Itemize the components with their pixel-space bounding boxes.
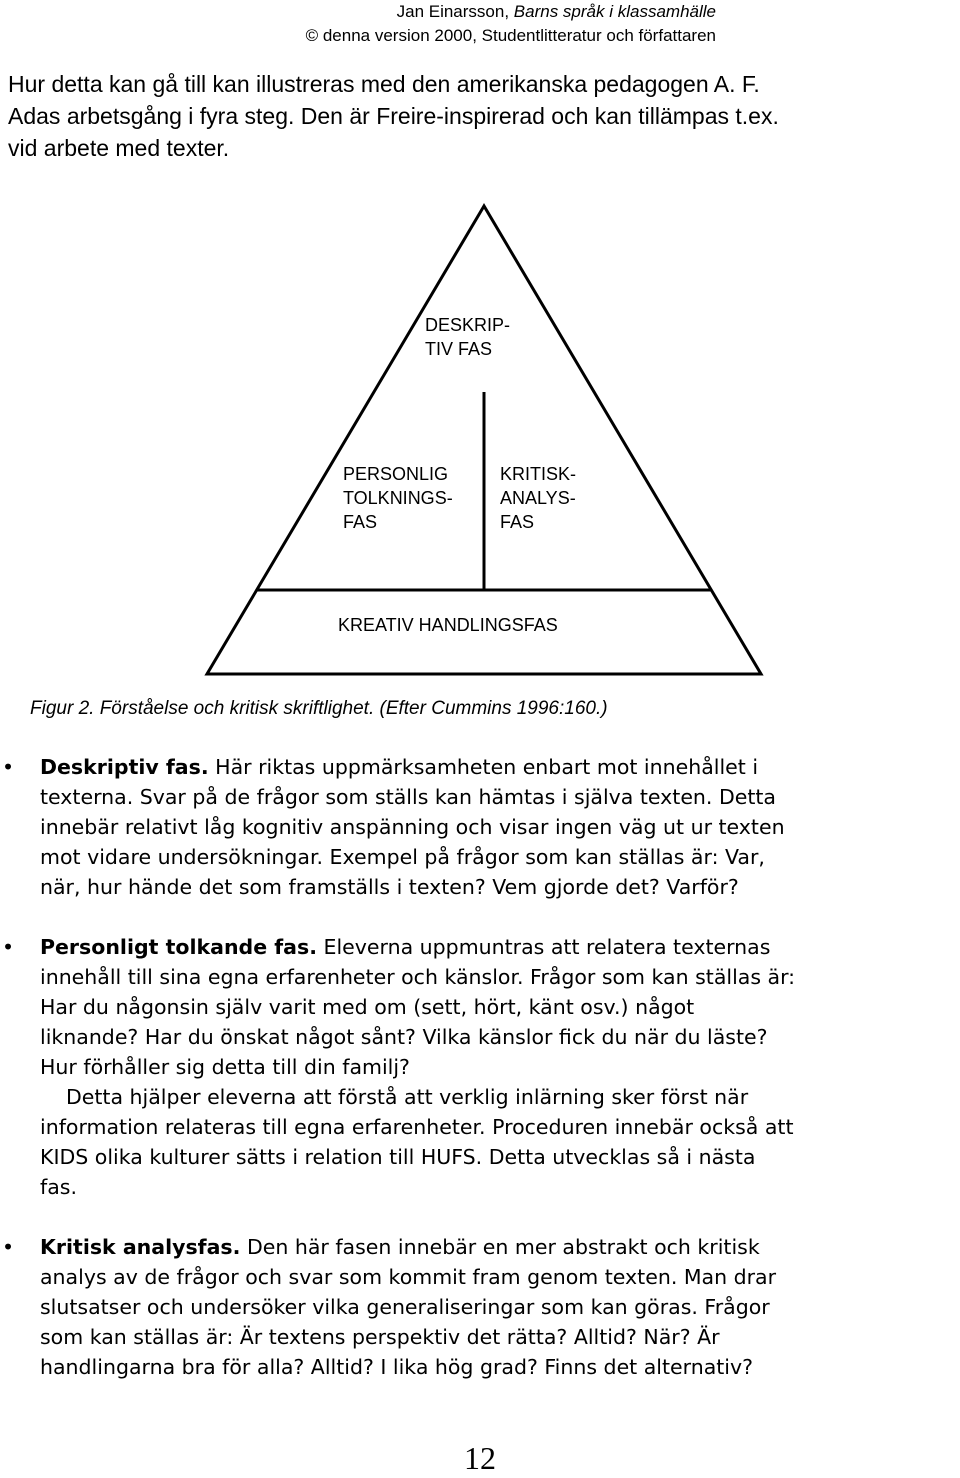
item-line-1 [40, 752, 940, 782]
item-line: texterna. Svar på de frågor som ställs kan hämtas i själva texten. Detta [40, 785, 776, 809]
pyramid-diagram [0, 200, 960, 680]
item-line-1 [40, 1232, 940, 1262]
item-text: Eleverna uppmuntras att relatera texternas [317, 935, 771, 959]
item-text: Här riktas uppmärksamheten enbart mot innehållet i [208, 755, 759, 779]
page-header [306, 0, 716, 48]
creative-phase-label: KREATIV HANDLINGSFAS [338, 615, 558, 635]
item-extra-line: fas. [40, 1175, 77, 1199]
bullet-icon: • [2, 1235, 15, 1259]
item-line: analys av de frågor och svar som kommit fram genom texten. Man drar [40, 1265, 777, 1289]
header-author: Jan Einarsson, [396, 2, 514, 21]
item-line: Har du någonsin själv varit med om (sett, hört, känt osv.) något [40, 995, 695, 1019]
item-extra-line: KIDS olika kulturer sätts i relation till HUFS. Detta utvecklas så i nästa [40, 1145, 756, 1169]
item-title: Deskriptiv fas. [40, 755, 209, 779]
item-title: Personligt tolkande fas. [40, 935, 318, 959]
item-line: liknande? Har du önskat något sånt? Vilka känslor fick du när du läste? [40, 1025, 768, 1049]
item-line: slutsatser och undersöker vilka generaliseringar som kan göras. Frågor [40, 1295, 770, 1319]
item-extra-line: information relateras till egna erfarenheter. Proceduren innebär också att [40, 1115, 794, 1139]
personal-phase-label: PERSONLIG TOLKNINGS- FAS [343, 464, 453, 532]
header-book-title: Barns språk i klassamhälle [513, 2, 716, 21]
item-line: handlingarna bra för alla? Alltid? I lika hög grad? Finns det alternativ? [40, 1355, 754, 1379]
critical-phase-label: KRITISK- ANALYS- FAS [500, 464, 577, 532]
item-text: Den här fasen innebär en mer abstrakt och kritisk [240, 1235, 760, 1259]
item-line: mot vidare undersökningar. Exempel på frågor som kan ställas är: Var, [40, 845, 765, 869]
header-line-1 [306, 0, 716, 24]
intro-line: Adas arbetsgång i fyra steg. Den är Freire-inspirerad och kan tillämpas t.ex. [8, 103, 779, 129]
item-line: när, hur hände det som framställs i texten? Vem gjorde det? Varför? [40, 875, 739, 899]
item-line: innehåll till sina egna erfarenheter och känslor. Frågor som kan ställas är: [40, 965, 796, 989]
item-title: Kritisk analysfas. [40, 1235, 241, 1259]
item-line: Hur förhåller sig detta till din familj? [40, 1055, 410, 1079]
item-line: innebär relativt låg kognitiv anspänning och visar ingen väg ut ur texten [40, 815, 785, 839]
item-line: som kan ställas är: Är textens perspektiv det rätta? Alltid? När? Är [40, 1325, 720, 1349]
bullet-icon: • [2, 755, 15, 779]
item-extra-line: Detta hjälper eleverna att förstå att verklig inlärning sker först när [66, 1085, 749, 1109]
header-line-2 [306, 24, 716, 48]
pyramid-figure [0, 200, 960, 680]
page-number: 12 [464, 1440, 496, 1476]
item-line-1 [40, 932, 940, 962]
bullet-icon: • [2, 935, 15, 959]
phase-list [0, 752, 960, 1412]
copyright-icon: © [305, 26, 319, 45]
header-copyright: denna version 2000, Studentlitteratur och författaren [318, 26, 716, 45]
intro-line: Hur detta kan gå till kan illustreras med den amerikanska pedagogen A. F. [8, 71, 760, 97]
figure-caption: Figur 2. Förståelse och kritisk skriftlighet. (Efter Cummins 1996:160.) [30, 698, 608, 719]
intro-paragraph [8, 68, 948, 164]
list-item [0, 932, 960, 1202]
descriptive-phase-label: DESKRIP- TIV FAS [425, 315, 511, 359]
intro-line: vid arbete med texter. [8, 135, 230, 161]
list-item [0, 1232, 960, 1382]
list-item [0, 752, 960, 902]
